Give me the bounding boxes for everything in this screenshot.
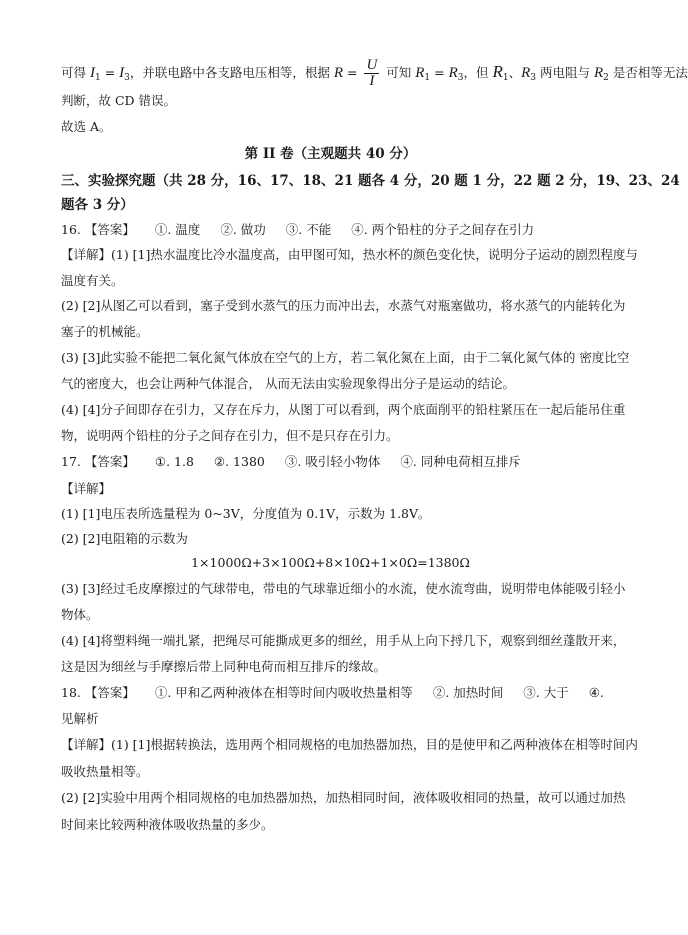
conclusion-line: 故选 A。 (61, 119, 112, 134)
answer-item: ①. 温度 (154, 222, 201, 237)
fraction-numerator: U (366, 57, 378, 73)
text: ，并联电路中各支路电压相等，根据 (129, 65, 334, 80)
resistance-symbol: R (521, 65, 531, 81)
detail-line: 【详解】 (61, 481, 112, 496)
answer-item: ②. 加热时间 (432, 685, 504, 700)
detail-line: (3) [3]此实验不能把二氧化氮气体放在空气的上方，若二氧化氮在上面，由于二氧化氮气体的 密度比空 (61, 350, 630, 365)
subscript: 3 (124, 73, 130, 83)
text: 可得 (61, 65, 90, 80)
detail-line: (2) [2]实验中用两个相同规格的电加热器加热，加热相同时间，液体吸收相同的热量，故可以通过加热 (61, 790, 626, 805)
detail-line: 吸收热量相等。 (61, 764, 149, 779)
detail-line: 气的密度大，也会让两种气体混合， 从而无法由实验现象得出分子是运动的结论。 (61, 376, 515, 391)
subscript: 1 (424, 73, 431, 83)
fraction-denominator: I (369, 73, 375, 89)
detail-line: 物，说明两个铅柱的分子之间存在引力，但不是只存在引力。 (61, 428, 399, 443)
answer-item: ③. 大于 (523, 685, 569, 700)
detail-line: 时间来比较两种液体吸收热量的多少。 (61, 817, 274, 832)
equals: = (100, 65, 120, 80)
subscript: 1 (502, 73, 509, 83)
answer-line-q17 (61, 453, 521, 471)
answer-line-q16 (61, 221, 534, 239)
answer-item: ①. 1.8 (154, 454, 194, 469)
detail-line: 【详解】(1) [1]热水温度比冷水温度高，由甲图可知，热水杯的颜色变化快，说明分子运动的剧烈程度与 (61, 247, 638, 262)
subscript: 1 (94, 73, 101, 83)
answer-label: 16. 【答案】 (61, 222, 135, 237)
subscript: 2 (603, 73, 609, 83)
text: 可知 (382, 65, 416, 80)
resistance-symbol: R (448, 65, 458, 81)
detail-line: (2) [2]电阻箱的示数为 (61, 531, 188, 546)
text: ，但 (463, 65, 493, 80)
detail-line: (4) [4]分子间即存在引力，又存在斥力，从图丁可以看到，两个底面削平的铅柱紧压在一起后能吊住重 (61, 402, 626, 417)
subscript: 3 (457, 73, 464, 83)
solution-text-line (61, 58, 688, 89)
equals: = (430, 65, 449, 80)
answer-item: ④. (588, 685, 604, 700)
equals: = (343, 65, 362, 80)
answer-item: ②. 1380 (213, 454, 265, 469)
answer-item: ①. 甲和乙两种液体在相等时间内吸收热量相等 (154, 685, 413, 700)
detail-line: 【详解】(1) [1]根据转换法，选用两个相同规格的电加热器加热，目的是使甲和乙两种液体在相等时间内 (61, 737, 638, 752)
detail-line: 这是因为细丝与手摩擦后带上同种电荷而相互排斥的缘故。 (61, 659, 387, 674)
text: 是否相等无法 (608, 65, 688, 80)
detail-line: 温度有关。 (61, 273, 124, 288)
part-title: 第 II 卷（主观题共 40 分） (244, 146, 417, 162)
answer-item: ④. 同种电荷相互排斥 (400, 454, 521, 469)
text: 、 (508, 65, 522, 80)
answer-item: ③. 不能 (285, 222, 332, 237)
detail-line: 塞子的机械能。 (61, 324, 149, 339)
detail-line: (3) [3]经过毛皮摩擦过的气球带电，带电的气球靠近细小的水流，使水流弯曲，说明带电体能吸引轻小 (61, 581, 626, 596)
ohms-law-fraction (364, 58, 379, 89)
resistance-symbol: R (415, 65, 425, 81)
resistance-symbol: R (333, 65, 344, 81)
solution-text-line: 判断，故 CD 错误。 (61, 93, 177, 108)
answer-label: 18. 【答案】 (61, 685, 135, 700)
resistance-symbol: R (593, 65, 604, 81)
answer-label: 17. 【答案】 (61, 454, 135, 469)
answer-item: ③. 吸引轻小物体 (284, 454, 381, 469)
detail-line: (1) [1]电压表所选量程为 0~3V，分度值为 0.1V，示数为 1.8V。 (61, 506, 431, 521)
section-title: 三、实验探究题（共 28 分，16、17、18、21 题各 4 分，20 题 1 分，22 题 2 分，19、23、24 (61, 173, 680, 189)
detail-line: 物体。 (61, 607, 99, 622)
current-symbol: I (119, 65, 125, 81)
formula-line: 1×1000Ω+3×100Ω+8×10Ω+1×0Ω=1380Ω (191, 555, 470, 570)
section-title-continued: 题各 3 分） (61, 197, 134, 213)
detail-line: (2) [2]从图乙可以看到，塞子受到水蒸气的压力而冲出去，水蒸气对瓶塞做功，将水蒸气的内能转化为 (61, 298, 626, 313)
answer-line-q18 (61, 684, 604, 702)
current-symbol: I (89, 65, 95, 81)
resistance-symbol: R (492, 62, 503, 81)
text: 两电阻与 (536, 65, 594, 80)
answer-item: ④. 两个铅柱的分子之间存在引力 (351, 222, 535, 237)
answer-item: ②. 做功 (220, 222, 266, 237)
detail-line: (4) [4]将塑料绳一端扎紧，把绳尽可能撕成更多的细丝，用手从上向下捋几下，观察到细丝蓬散开来， (61, 633, 626, 648)
answer-line-continued: 见解析 (61, 711, 99, 726)
subscript: 3 (530, 73, 537, 83)
